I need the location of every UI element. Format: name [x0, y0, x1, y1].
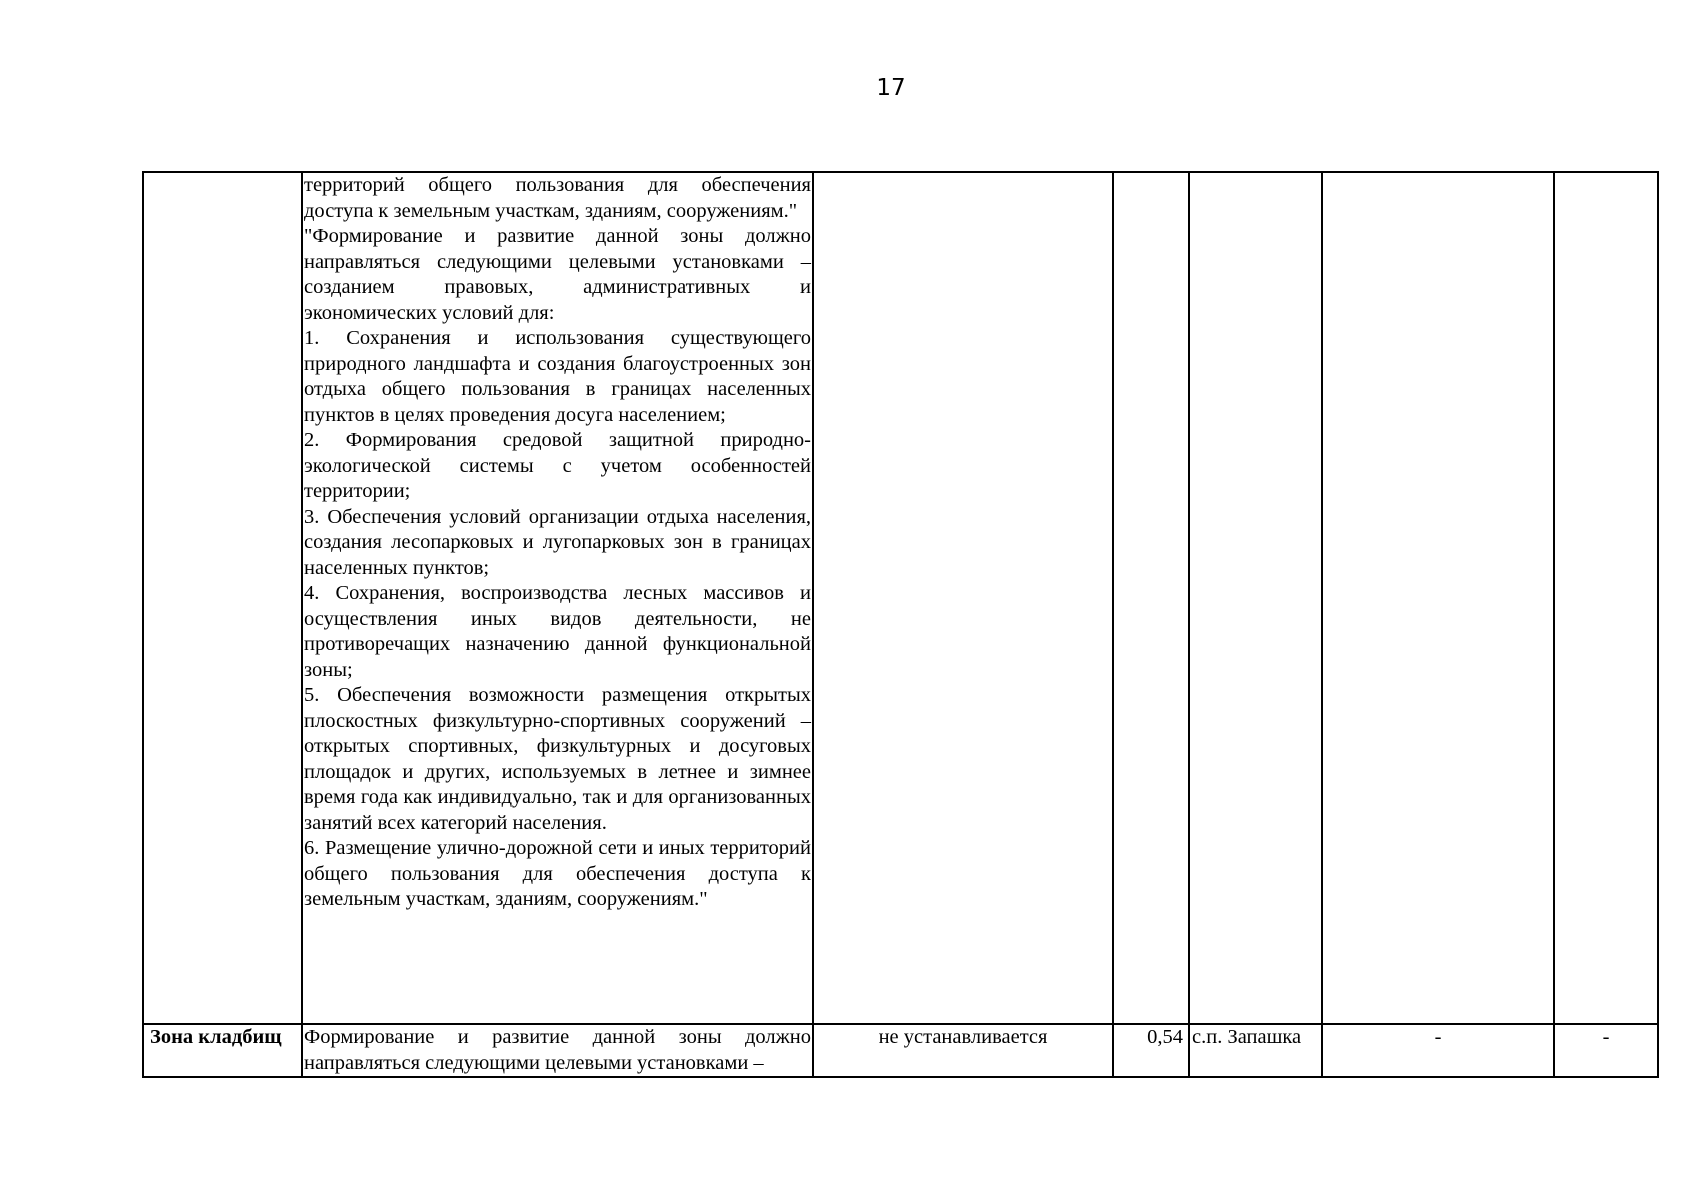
table-cell: [1322, 172, 1554, 1024]
description-paragraph: 5. Обеспечения возможности размещения открытых плоскостных физкультурно-спортивных сооружений – открытых спортивных, физкультурных и досуговых площадок и других, используемых в летнее и зимнее время года как индивидуально, так и для организованных занятий всех категорий населения.: [304, 684, 811, 834]
table-row: [143, 172, 1658, 1024]
page-number: 17: [876, 75, 906, 101]
table-cell: -: [1554, 1024, 1658, 1077]
description-paragraph: 3. Обеспечения условий организации отдыха населения, создания лесопарковых и лугопарковых зон в границах населенных пунктов;: [304, 505, 811, 579]
zone-description-cell: [302, 172, 813, 1024]
table-row: [143, 1024, 1658, 1077]
area-cell: 0,54: [1113, 1024, 1189, 1077]
zone-name-cell: [143, 172, 302, 1024]
description-paragraph: "Формирование и развитие данной зоны должно направляться следующими целевыми установками – созданием правовых, административных и экономических условий для:: [304, 225, 811, 324]
description-paragraph: 1. Сохранения и использования существующего природного ландшафта и создания благоустроенных зон отдыха общего пользования в границах населенных пунктов в целях проведения досуга населением;: [304, 327, 811, 426]
parameter-cell: [813, 172, 1113, 1024]
table-cell: [1554, 172, 1658, 1024]
settlement-cell: с.п. Запашка: [1189, 1024, 1322, 1077]
description-paragraph: территорий общего пользования для обеспечения доступа к земельным участкам, зданиям, сооружениям.": [304, 174, 811, 222]
description-paragraph: 4. Сохранения, воспроизводства лесных массивов и осуществления иных видов деятельности, не противоречащих назначению данной функциональной зоны;: [304, 582, 811, 681]
zone-name-cell: Зона кладбищ: [143, 1024, 302, 1077]
description-paragraph: 2. Формирования средовой защитной природно-экологической системы с учетом особенностей территории;: [304, 429, 811, 502]
description-paragraph: 6. Размещение улично-дорожной сети и иных территорий общего пользования для обеспечения доступа к земельным участкам, зданиям, сооружениям.": [304, 837, 811, 910]
zone-description-cell: [302, 1024, 813, 1077]
area-cell: [1113, 172, 1189, 1024]
zoning-table: [142, 171, 1659, 1078]
parameter-cell: не устанавливается: [813, 1024, 1113, 1077]
table-cell: -: [1322, 1024, 1554, 1077]
settlement-cell: [1189, 172, 1322, 1024]
description-paragraph: Формирование и развитие данной зоны должно направляться следующими целевыми установками –: [304, 1026, 811, 1074]
